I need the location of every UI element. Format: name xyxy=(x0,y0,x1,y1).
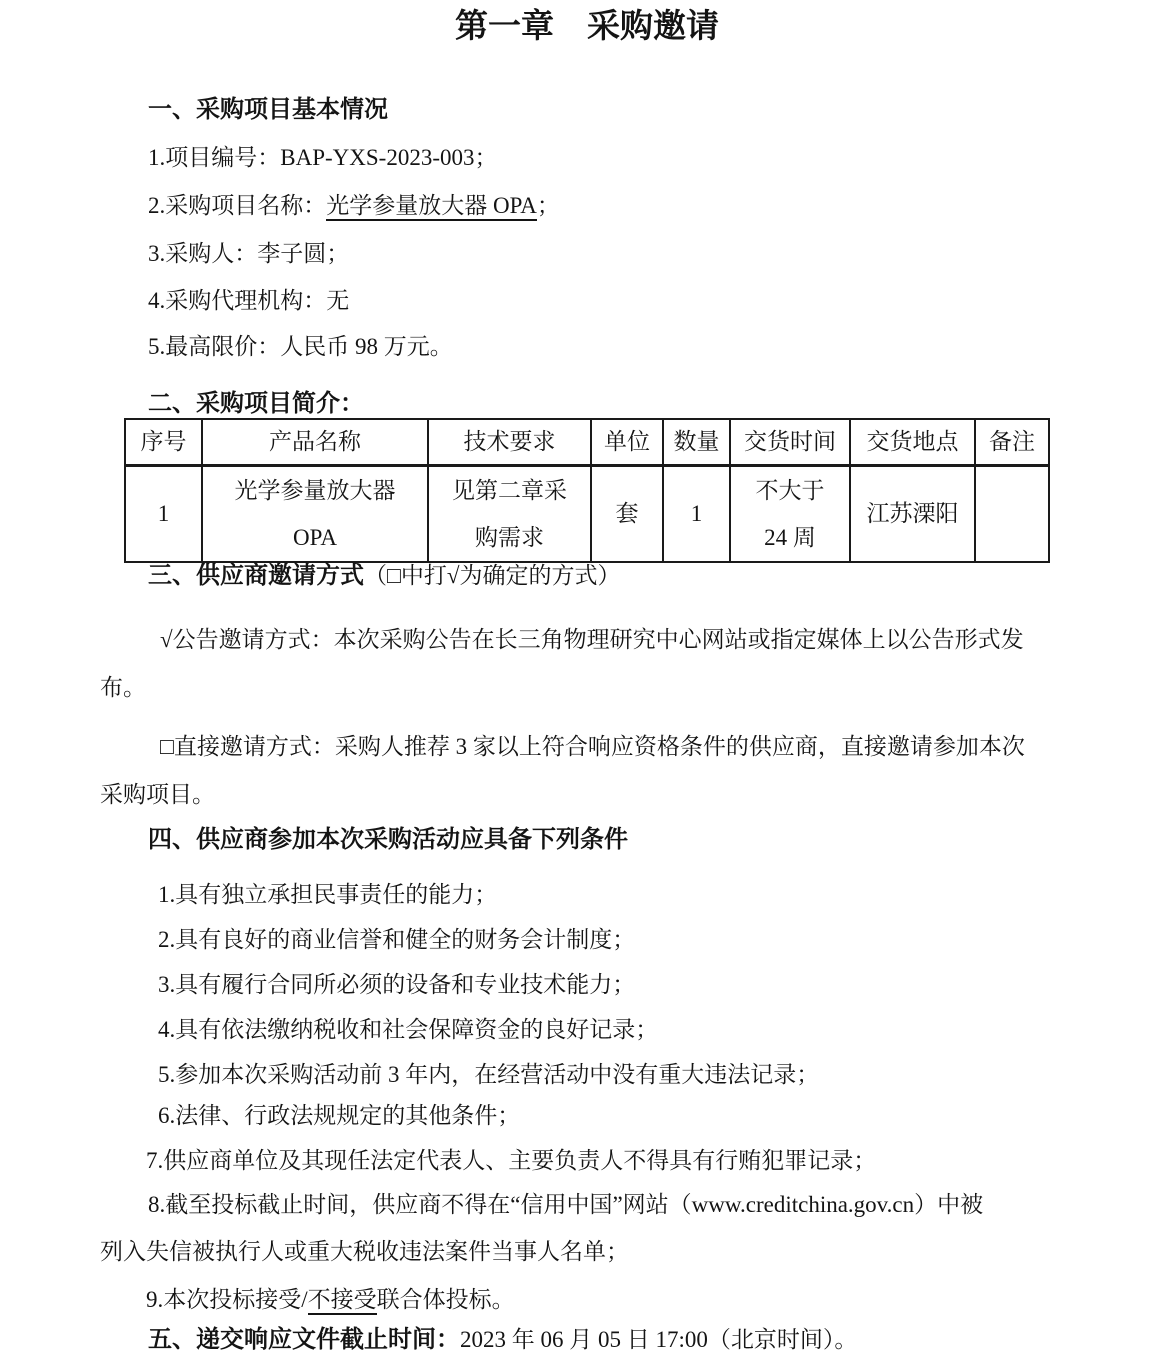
cell-seq: 1 xyxy=(125,466,202,563)
col-header-unit: 单位 xyxy=(591,419,663,466)
cell-product xyxy=(202,466,428,563)
announcement-invitation-line1 xyxy=(160,625,1024,655)
section-3-heading-note: （□中打√为确定的方式） xyxy=(364,563,621,588)
direct-invitation-text: 直接邀请方式：采购人推荐 3 家以上符合响应资格条件的供应商，直接邀请参加本次 xyxy=(173,734,1025,759)
joint-bid-suffix: 联合体投标。 xyxy=(376,1287,515,1312)
col-header-seq: 序号 xyxy=(125,419,202,466)
cell-product-line1: 光学参量放大器 xyxy=(234,478,396,503)
deadline-value: 2023 年 06 月 05 日 17:00（北京时间）。 xyxy=(460,1327,858,1352)
cell-tech-line2: 购需求 xyxy=(475,525,544,550)
condition-item-4: 4.具有依法缴纳税收和社会保障资金的良好记录； xyxy=(158,1017,659,1042)
section-4-heading: 四、供应商参加本次采购活动应具备下列条件 xyxy=(148,826,628,853)
col-header-delivery-place: 交货地点 xyxy=(850,419,975,466)
cell-delivery-place: 江苏溧阳 xyxy=(850,466,975,563)
condition-item-5: 5.参加本次采购活动前 3 年内，在经营活动中没有重大违法记录； xyxy=(158,1062,820,1087)
col-header-remark: 备注 xyxy=(975,419,1049,466)
item-project-number: 1.项目编号：BAP-YXS-2023-003； xyxy=(148,145,498,170)
checkbox-icon: □ xyxy=(160,734,174,759)
cell-delivery-time-line1: 不大于 xyxy=(755,478,825,503)
cell-qty: 1 xyxy=(663,466,730,563)
cell-unit: 套 xyxy=(591,466,663,563)
page-title: 第一章 采购邀请 xyxy=(455,7,719,44)
condition-item-3: 3.具有履行合同所必须的设备和专业技术能力； xyxy=(158,972,636,997)
section-2-heading: 二、采购项目简介： xyxy=(148,390,364,417)
cell-tech xyxy=(428,466,591,563)
item-agency: 4.采购代理机构：无 xyxy=(148,288,350,313)
announcement-invitation-text: 公告邀请方式：本次采购公告在长三角物理研究中心网站或指定媒体上以公告形式发 xyxy=(172,627,1024,652)
condition-item-1: 1.具有独立承担民事责任的能力； xyxy=(158,882,498,907)
joint-bid-prefix: 9.本次投标接受/ xyxy=(146,1287,308,1312)
procurement-summary-table xyxy=(124,418,1050,563)
section-3-heading-bold: 三、供应商邀请方式 xyxy=(148,562,364,589)
deadline-label: 五、递交响应文件截止时间： xyxy=(148,1326,460,1353)
cell-tech-line1: 见第二章采 xyxy=(452,478,567,503)
direct-invitation-line1 xyxy=(160,732,1025,762)
col-header-qty: 数量 xyxy=(663,419,730,466)
table-row xyxy=(125,466,1049,563)
condition-item-2: 2.具有良好的商业信誉和健全的财务会计制度； xyxy=(158,927,636,952)
item-project-name xyxy=(148,191,560,221)
section-3-heading xyxy=(148,561,621,591)
item-purchaser: 3.采购人：李子圆； xyxy=(148,241,350,266)
col-header-product: 产品名称 xyxy=(202,419,428,466)
project-name-suffix: ； xyxy=(536,193,560,218)
section-5-heading xyxy=(148,1325,857,1355)
col-header-tech: 技术要求 xyxy=(428,419,591,466)
joint-bid-underlined: 不接受 xyxy=(308,1287,377,1315)
cell-delivery-time-line2: 24 周 xyxy=(764,525,816,550)
project-name-prefix: 2.采购项目名称： xyxy=(148,193,327,218)
col-header-delivery-time: 交货时间 xyxy=(730,419,850,466)
item-max-price: 5.最高限价：人民币 98 万元。 xyxy=(148,334,453,359)
cell-product-line2: OPA xyxy=(293,525,337,550)
condition-item-7: 7.供应商单位及其现任法定代表人、主要负责人不得具有行贿犯罪记录； xyxy=(146,1148,877,1173)
table-header-row xyxy=(125,419,1049,466)
cell-delivery-time xyxy=(730,466,850,563)
condition-item-8-line2: 列入失信被执行人或重大税收违法案件当事人名单； xyxy=(100,1239,629,1264)
project-name-underlined: 光学参量放大器 OPA xyxy=(326,193,537,221)
checkmark-icon: √ xyxy=(160,627,173,652)
condition-item-9 xyxy=(146,1285,515,1315)
condition-item-6: 6.法律、行政法规规定的其他条件； xyxy=(158,1103,521,1128)
condition-item-8-line1: 8.截至投标截止时间，供应商不得在“信用中国”网站（www.creditchina.gov.cn）中被 xyxy=(148,1192,984,1217)
section-1-heading: 一、采购项目基本情况 xyxy=(148,96,388,123)
direct-invitation-line2: 采购项目。 xyxy=(100,782,215,807)
cell-remark xyxy=(975,466,1049,563)
announcement-invitation-line2: 布。 xyxy=(100,675,146,700)
